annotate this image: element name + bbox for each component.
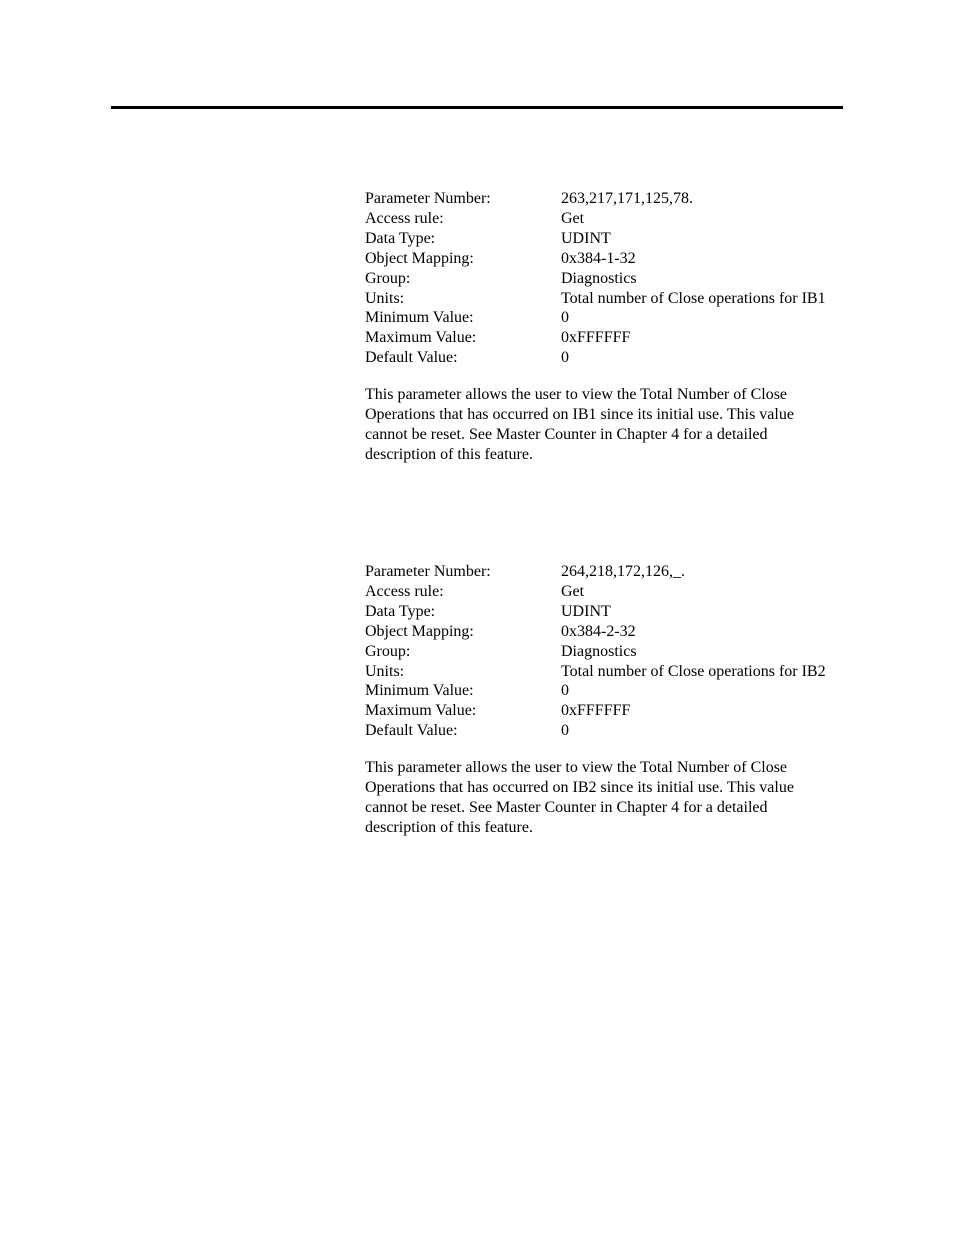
object-mapping-value: 0x384-1-32 xyxy=(561,249,636,267)
default-value-label: Default Value: xyxy=(365,722,458,740)
default-value-value: 0 xyxy=(561,349,569,367)
parameter-number-label: Parameter Number: xyxy=(365,563,491,580)
description-line: This parameter allows the user to view the Total Number of Close xyxy=(365,759,788,777)
description-line: cannot be reset. See Master Counter in Chapter 4 for a detailed xyxy=(365,798,768,816)
access-rule-row xyxy=(365,209,845,229)
access-rule-label: Access rule: xyxy=(365,209,444,227)
description-line: cannot be reset. See Master Counter in Chapter 4 for a detailed xyxy=(365,425,768,443)
minimum-value-label: Minimum Value: xyxy=(365,682,474,700)
units-label: Units: xyxy=(365,289,405,307)
object-mapping-value: 0x384-2-32 xyxy=(561,622,636,640)
maximum-value-label: Maximum Value: xyxy=(365,329,477,347)
parameter-number-value: 264,218,172,126,_. xyxy=(561,563,685,580)
parameter-number-value: 263,217,171,125,78. xyxy=(561,190,693,207)
object-mapping-row xyxy=(365,249,845,269)
parameter-block-ib2 xyxy=(365,562,845,838)
group-value: Diagnostics xyxy=(561,269,637,287)
maximum-value-row xyxy=(365,701,845,721)
group-label: Group: xyxy=(365,642,411,660)
minimum-value-value: 0 xyxy=(561,682,569,700)
default-value-label: Default Value: xyxy=(365,349,458,367)
parameter-table xyxy=(365,562,845,741)
access-rule-label: Access rule: xyxy=(365,582,444,600)
parameter-description xyxy=(365,385,835,465)
parameter-table xyxy=(365,189,845,368)
description-line: description of this feature. xyxy=(365,818,533,836)
maximum-value-row xyxy=(365,328,845,348)
description-line: Operations that has occurred on IB1 since its initial use. This value xyxy=(365,406,794,424)
data-type-row xyxy=(365,602,845,622)
parameter-block-ib1 xyxy=(365,189,845,465)
object-mapping-label: Object Mapping: xyxy=(365,249,474,267)
default-value-row xyxy=(365,348,845,368)
parameter-number-row xyxy=(365,562,845,582)
description-line: This parameter allows the user to view the Total Number of Close xyxy=(365,386,788,404)
minimum-value-row xyxy=(365,681,845,701)
minimum-value-label: Minimum Value: xyxy=(365,309,474,327)
group-row xyxy=(365,642,845,662)
default-value-value: 0 xyxy=(561,722,569,740)
units-row xyxy=(365,289,845,309)
group-value: Diagnostics xyxy=(561,642,637,660)
header-rule xyxy=(111,106,843,109)
default-value-row xyxy=(365,721,845,741)
units-value: Total number of Close operations for IB2 xyxy=(561,662,826,680)
units-value: Total number of Close operations for IB1 xyxy=(561,289,826,307)
minimum-value-row xyxy=(365,308,845,328)
description-line: Operations that has occurred on IB2 since its initial use. This value xyxy=(365,779,794,797)
maximum-value-value: 0xFFFFFF xyxy=(561,702,631,720)
group-row xyxy=(365,269,845,289)
object-mapping-row xyxy=(365,622,845,642)
parameter-description xyxy=(365,758,835,838)
access-rule-row xyxy=(365,582,845,602)
units-label: Units: xyxy=(365,662,405,680)
maximum-value-value: 0xFFFFFF xyxy=(561,329,631,347)
data-type-value: UDINT xyxy=(561,229,611,247)
access-rule-value: Get xyxy=(561,582,585,600)
parameter-number-row xyxy=(365,189,845,209)
access-rule-value: Get xyxy=(561,209,585,227)
minimum-value-value: 0 xyxy=(561,309,569,327)
data-type-label: Data Type: xyxy=(365,602,436,620)
units-row xyxy=(365,662,845,682)
data-type-label: Data Type: xyxy=(365,229,436,247)
parameter-number-label: Parameter Number: xyxy=(365,190,491,207)
object-mapping-label: Object Mapping: xyxy=(365,622,474,640)
data-type-value: UDINT xyxy=(561,602,611,620)
maximum-value-label: Maximum Value: xyxy=(365,702,477,720)
data-type-row xyxy=(365,229,845,249)
group-label: Group: xyxy=(365,269,411,287)
description-line: description of this feature. xyxy=(365,445,533,463)
